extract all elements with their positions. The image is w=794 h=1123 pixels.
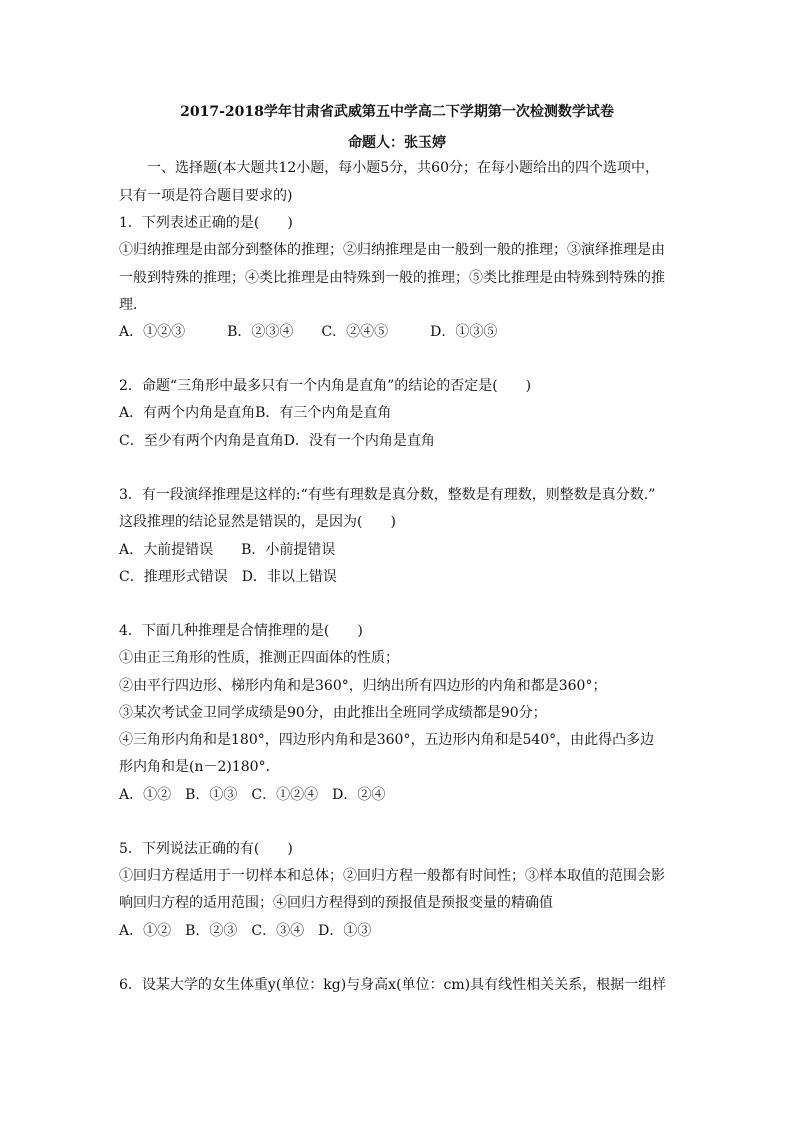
q4-stem-line-5: ④三角形内角和是180°，四边形内角和是360°，五边形内角和是540°，由此得凸多边: [119, 732, 655, 748]
q1-options: A．①②③ B．②③④ C．②④⑤ D．①③⑤: [119, 324, 498, 340]
q1-stem-line-2: ①归纳推理是由部分到整体的推理；②归纳推理是由一般到一般的推理；③演绎推理是由: [119, 242, 665, 258]
q6-stem-line-1: 6．设某大学的女生体重y(单位：kg)与身高x(单位：cm)具有线性相关关系，根据一组样: [119, 977, 667, 993]
q1-stem-line-3: 一般到特殊的推理；④类比推理是由特殊到一般的推理；⑤类比推理是由特殊到特殊的推: [119, 270, 665, 286]
q3-stem-line-1: 3．有一段演绎推理是这样的:“有些有理数是真分数，整数是有理数，则整数是真分数.”: [119, 487, 656, 503]
q5-stem-line-3: 响回归方程的适用范围；④回归方程得到的预报值是预报变量的精确值: [119, 895, 553, 911]
q3-options-line-2: C．推理形式错误 D．非以上错误: [119, 569, 337, 585]
q4-stem-line-3: ②由平行四边形、梯形内角和是360°，归纳出所有四边形的内角和都是360°；: [119, 678, 607, 694]
q2-options-line-1: A．有两个内角是直角B．有三个内角是直角: [119, 405, 392, 421]
q5-stem-line-1: 5．下列说法正确的有( ): [119, 841, 293, 857]
q1-stem-line-1: 1．下列表述正确的是( ): [119, 215, 293, 231]
section-header-line-2: 只有一项是符合题目要求的): [119, 188, 293, 204]
q4-stem-line-1: 4．下面几种推理是合情推理的是( ): [119, 623, 363, 639]
q4-stem-line-4: ③某次考试金卫同学成绩是90分，由此推出全班同学成绩都是90分；: [119, 705, 547, 721]
author-line: 命题人：张玉婷: [348, 135, 446, 151]
q3-stem-line-2: 这段推理的结论显然是错误的，是因为( ): [119, 514, 396, 530]
q4-stem-line-6: 形内角和是(n－2)180°．: [119, 759, 280, 775]
section-header-line-1: 一、选择题(本大题共12小题，每小题5分，共60分；在每小题给出的四个选项中，: [147, 160, 659, 176]
q5-options: A．①② B．②③ C．③④ D．①③: [119, 923, 372, 939]
q4-stem-line-2: ①由正三角形的性质，推测正四面体的性质；: [119, 650, 399, 666]
q3-options-line-1: A．大前提错误 B．小前提错误: [119, 542, 336, 558]
page-title: 2017-2018学年甘肃省武威第五中学高二下学期第一次检测数学试卷: [180, 104, 614, 120]
q2-stem-line-1: 2．命题“三角形中最多只有一个内角是直角”的结论的否定是( ): [119, 378, 532, 394]
q5-stem-line-2: ①回归方程适用于一切样本和总体；②回归方程一般都有时间性；③样本取值的范围会影: [119, 868, 665, 884]
q1-stem-line-4: 理．: [119, 297, 147, 313]
q4-options: A．①② B．①③ C．①②④ D．②④: [119, 787, 386, 803]
q2-options-line-2: C．至少有两个内角是直角D．没有一个内角是直角: [119, 433, 435, 449]
